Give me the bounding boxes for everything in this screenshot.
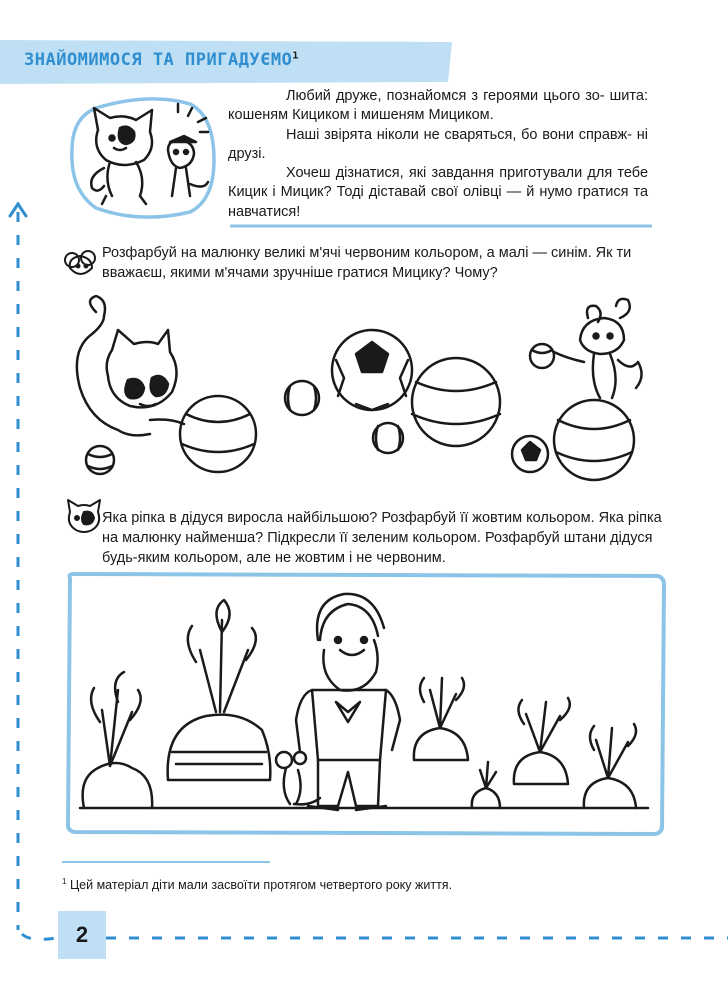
- footnote: [62, 877, 452, 892]
- turnip-right-2: [514, 698, 570, 784]
- turnip-right-1: [414, 678, 468, 760]
- intro-paragraph-2: Наші звірята ніколи не сваряться, бо вони справж- ні друзі.: [228, 126, 648, 162]
- cat-and-mouse-illustration: [72, 99, 214, 217]
- footnote-text: Цей матеріал діти мали засвоїти протягом четвертого року життя.: [69, 878, 453, 893]
- cat-icon: [68, 500, 100, 532]
- mouse-icon: [65, 251, 95, 274]
- intro-paragraph-1: Любий друже, познайомся з героями цього зо- шита: кошеням Кициком і мишеням Мициком.: [228, 88, 648, 124]
- bottom-dashed-line: [22, 934, 728, 939]
- grandfather-figure: [296, 594, 400, 810]
- footnote-mark: 1: [292, 50, 299, 62]
- turnip-left: [83, 672, 153, 808]
- task-turnips-text: Яка ріпка в дідуся виросла найбільшою? Розфарбуй її жовтим кольором. Яка ріпка на малюнку найменша? Підкресли її зеленим кольором. Розфарбуй штани дідуся будь-яким кольором, але не жовтим і не червоним.: [102, 510, 662, 566]
- footnote-number: 1: [62, 877, 67, 886]
- turnip-smallest: [472, 762, 500, 808]
- intro-text: [228, 87, 648, 222]
- soccer-ball-big: [332, 330, 412, 410]
- task-balls-text: Розфарбуй на малюнку великі м'ячі червоним кольором, а малі — синім. Як ти вважаєш, якими м'ячами зручніше гратися Мицику? Чому?: [102, 245, 632, 281]
- soccer-ball-small: [512, 436, 548, 472]
- turnips-illustration: [80, 594, 648, 810]
- ball-big-left: [180, 396, 256, 472]
- balls-illustration: [77, 296, 642, 480]
- ball-small-mid-1: [285, 381, 319, 415]
- intro-paragraph-3: Хочеш дізнатися, які завдання приготували для тебе Кицик і Мицик? Тоді діставай свої олівці — й нумо гратися та навчатися!: [228, 165, 649, 220]
- kitten-figure: [77, 296, 177, 435]
- ball-big-mid: [412, 358, 500, 446]
- small-mouse: [276, 752, 320, 804]
- small-ball-mouse-hand: [530, 344, 554, 368]
- mouse-on-ball: [554, 299, 642, 398]
- ball-small-left-1: [86, 446, 114, 474]
- turnip-biggest: [168, 600, 271, 780]
- ball-big-right: [554, 400, 634, 480]
- turnip-right-3: [584, 724, 636, 808]
- ball-small-mid-2: [373, 423, 403, 453]
- page-number: 2: [58, 911, 106, 959]
- section-title: ЗНАЙОМИМОСЯ ТА ПРИГАДУЄМО$^1$: [24, 50, 299, 70]
